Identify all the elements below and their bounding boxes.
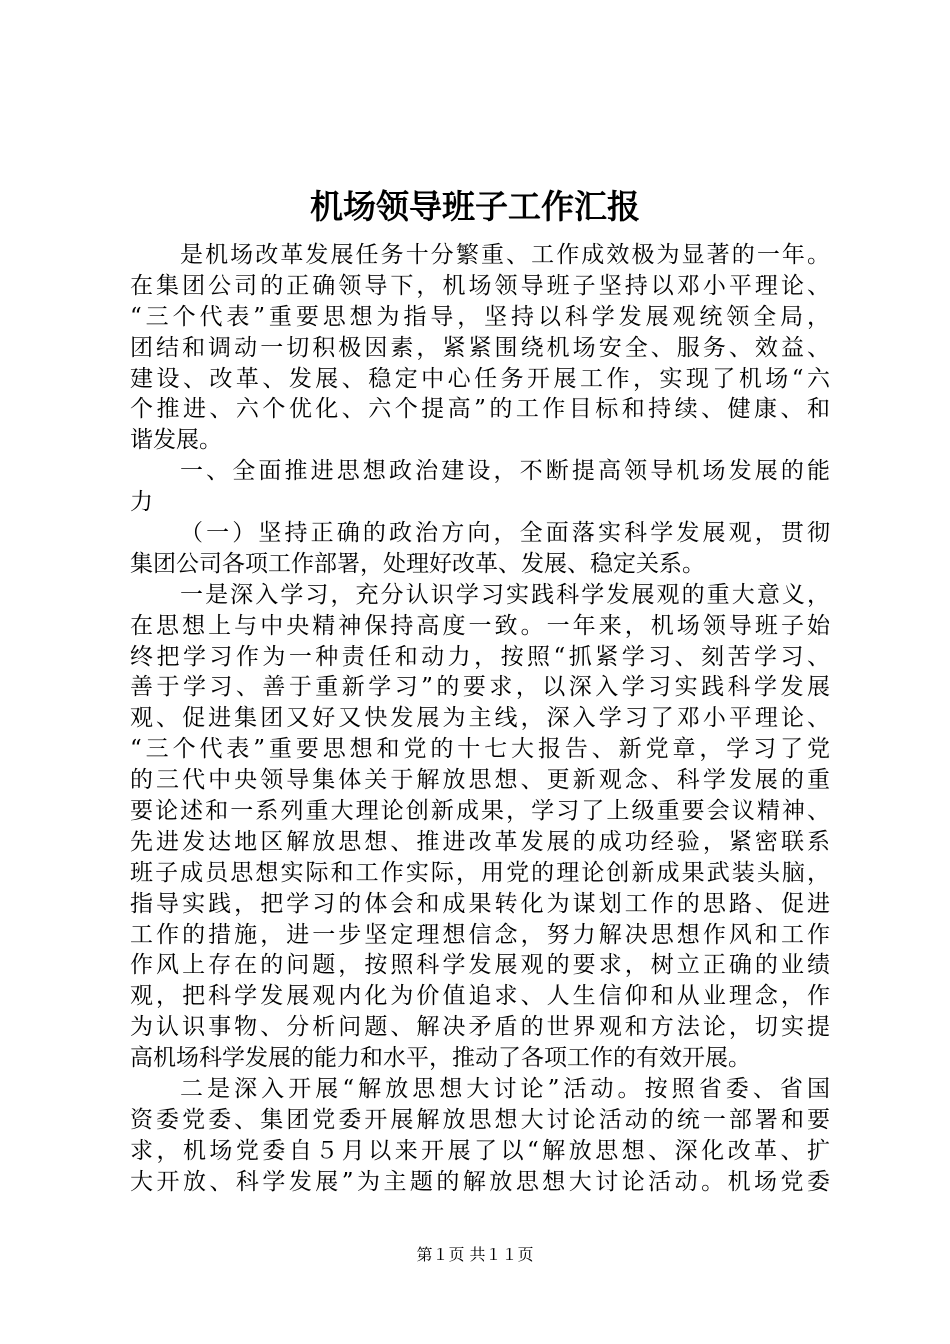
body-line: 资委党委、集团党委开展解放思想大讨论活动的统一部署和要: [130, 1106, 830, 1133]
body-line: 是机场改革发展任务十分繁重、工作成效极为显著的一年。: [180, 242, 830, 268]
body-line: 指导实践，把学习的体会和成果转化为谋划工作的思路、促进: [130, 890, 830, 917]
body-line: 终把学习作为一种责任和动力，按照“抓紧学习、刻苦学习、: [130, 643, 830, 670]
body-line: 先进发达地区解放思想、推进改革发展的成功经验，紧密联系: [130, 828, 830, 855]
body-line: 个推进、六个优化、六个提高”的工作目标和持续、健康、和: [130, 396, 830, 423]
body-line: 二是深入开展“解放思想大讨论”活动。按照省委、省国: [180, 1076, 830, 1103]
document-body: [130, 240, 830, 1198]
body-line: 要论述和一系列重大理论创新成果，学习了上级重要会议精神、: [130, 798, 830, 825]
body-line: 工作的措施，进一步坚定理想信念，努力解决思想作风和工作: [130, 921, 830, 948]
subsection-heading-line: （一）坚持正确的政治方向，全面落实科学发展观，贯彻: [180, 520, 830, 547]
body-line: 的三代中央领导集体关于解放思想、更新观念、科学发展的重: [130, 767, 830, 794]
body-line: 求，机场党委自５月以来开展了以“解放思想、深化改革、扩: [130, 1137, 830, 1164]
body-line: “三个代表”重要思想为指导，坚持以科学发展观统领全局，: [130, 303, 830, 330]
document-title: 机场领导班子工作汇报: [310, 187, 640, 226]
body-line: 谐发展。: [130, 427, 222, 454]
body-line: “三个代表”重要思想和党的十七大报告、新党章，学习了党: [130, 736, 830, 763]
body-line: 一是深入学习，充分认识学习实践科学发展观的重大意义，: [180, 581, 830, 608]
body-line: 在思想上与中央精神保持高度一致。一年来，机场领导班子始: [130, 612, 830, 639]
body-line: 团结和调动一切积极因素，紧紧围绕机场安全、服务、效益、: [130, 334, 830, 361]
body-line: 为认识事物、分析问题、解决矛盾的世界观和方法论，切实提: [130, 1014, 830, 1041]
section-heading-line: 一、全面推进思想政治建设，不断提高领导机场发展的能: [180, 458, 830, 485]
body-line: 观，把科学发展观内化为价值追求、人生信仰和从业理念，作: [130, 983, 830, 1010]
body-line: 观、促进集团又好又快发展为主线，深入学习了邓小平理论、: [130, 705, 830, 732]
body-line: 大开放、科学发展”为主题的解放思想大讨论活动。机场党委: [130, 1168, 830, 1195]
section-heading-line: 力: [130, 489, 153, 516]
body-line: 在集团公司的正确领导下，机场领导班子坚持以邓小平理论、: [130, 272, 830, 299]
body-line: 班子成员思想实际和工作实际，用党的理论创新成果武装头脑，: [130, 859, 830, 886]
page-footer: 第１页 共１１页: [416, 1245, 534, 1264]
body-line: 建设、改革、发展、稳定中心任务开展工作，实现了机场“六: [130, 365, 830, 392]
body-line: 高机场科学发展的能力和水平，推动了各项工作的有效开展。: [130, 1045, 751, 1072]
body-line: 作风上存在的问题，按照科学发展观的要求，树立正确的业绩: [130, 952, 830, 979]
subsection-heading-line: 集团公司各项工作部署，处理好改革、发展、稳定关系。: [130, 550, 705, 577]
body-line: 善于学习、善于重新学习”的要求，以深入学习实践科学发展: [130, 674, 830, 701]
